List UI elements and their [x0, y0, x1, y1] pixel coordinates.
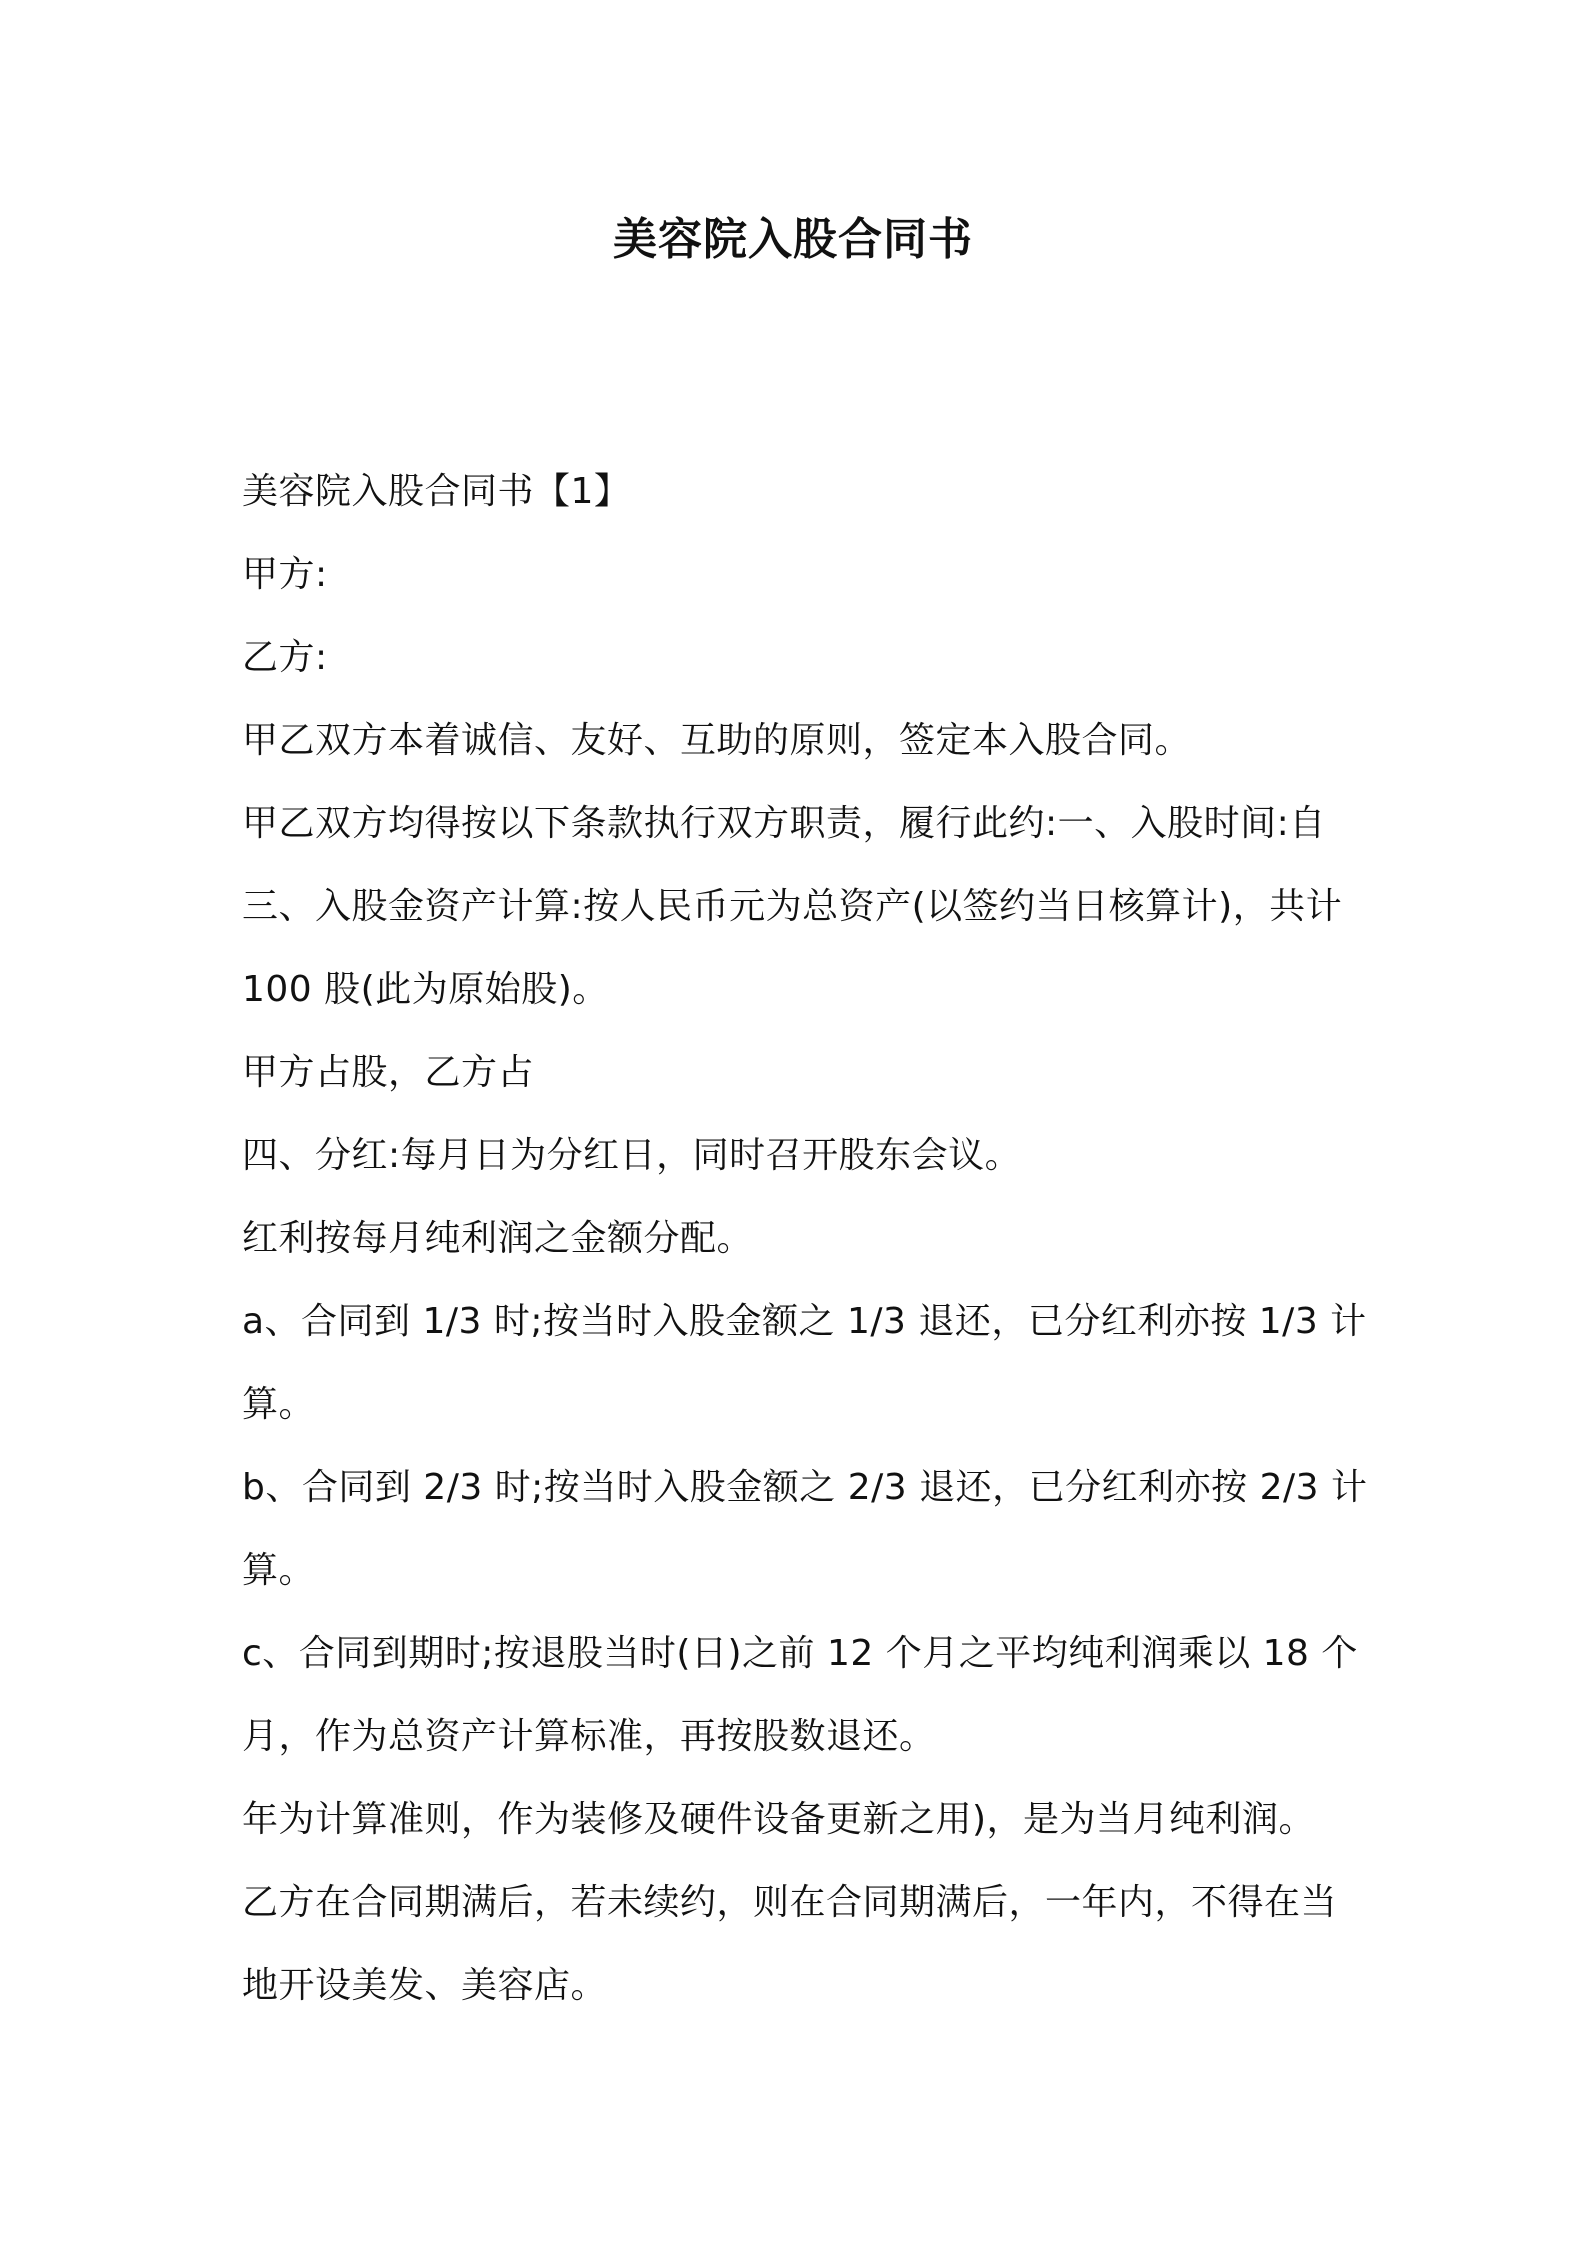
clause-b: b、合同到 2/3 时;按当时入股金额之 2/3 退还，已分红利亦按 2/3 计	[242, 1467, 1368, 1508]
paragraph: 甲乙双方本着诚信、友好、互助的原则，签定本入股合同。	[242, 720, 1192, 761]
clause-c-continued: 月，作为总资产计算标准，再按股数退还。	[242, 1716, 936, 1757]
paragraph: 地开设美发、美容店。	[242, 1965, 608, 2006]
document-title: 美容院入股合同书	[613, 214, 973, 265]
party-a-line: 甲方:	[242, 554, 328, 595]
clause-b-continued: 算。	[242, 1550, 316, 1591]
paragraph: 三、入股金资产计算:按人民币元为总资产(以签约当日核算计)，共计	[242, 886, 1343, 927]
paragraph: 甲方占股，乙方占	[242, 1052, 535, 1093]
party-b-line: 乙方:	[242, 637, 328, 678]
paragraph: 四、分红:每月日为分红日，同时召开股东会议。	[242, 1135, 1022, 1176]
paragraph: 甲乙双方均得按以下条款执行双方职责，履行此约:一、入股时间:自	[242, 803, 1326, 844]
paragraph: 年为计算准则，作为装修及硬件设备更新之用)，是为当月纯利润。	[242, 1799, 1316, 1840]
paragraph: 红利按每月纯利润之金额分配。	[242, 1218, 754, 1259]
clause-c: c、合同到期时;按退股当时(日)之前 12 个月之平均纯利润乘以 18 个	[242, 1633, 1358, 1674]
clause-a-continued: 算。	[242, 1384, 316, 1425]
document-body	[242, 450, 1368, 2027]
clause-a: a、合同到 1/3 时;按当时入股金额之 1/3 退还，已分红利亦按 1/3 计	[242, 1301, 1367, 1342]
paragraph: 100 股(此为原始股)。	[242, 969, 609, 1010]
section-heading: 美容院入股合同书【1】	[242, 471, 631, 512]
paragraph: 乙方在合同期满后，若未续约，则在合同期满后，一年内，不得在当	[242, 1882, 1338, 1923]
